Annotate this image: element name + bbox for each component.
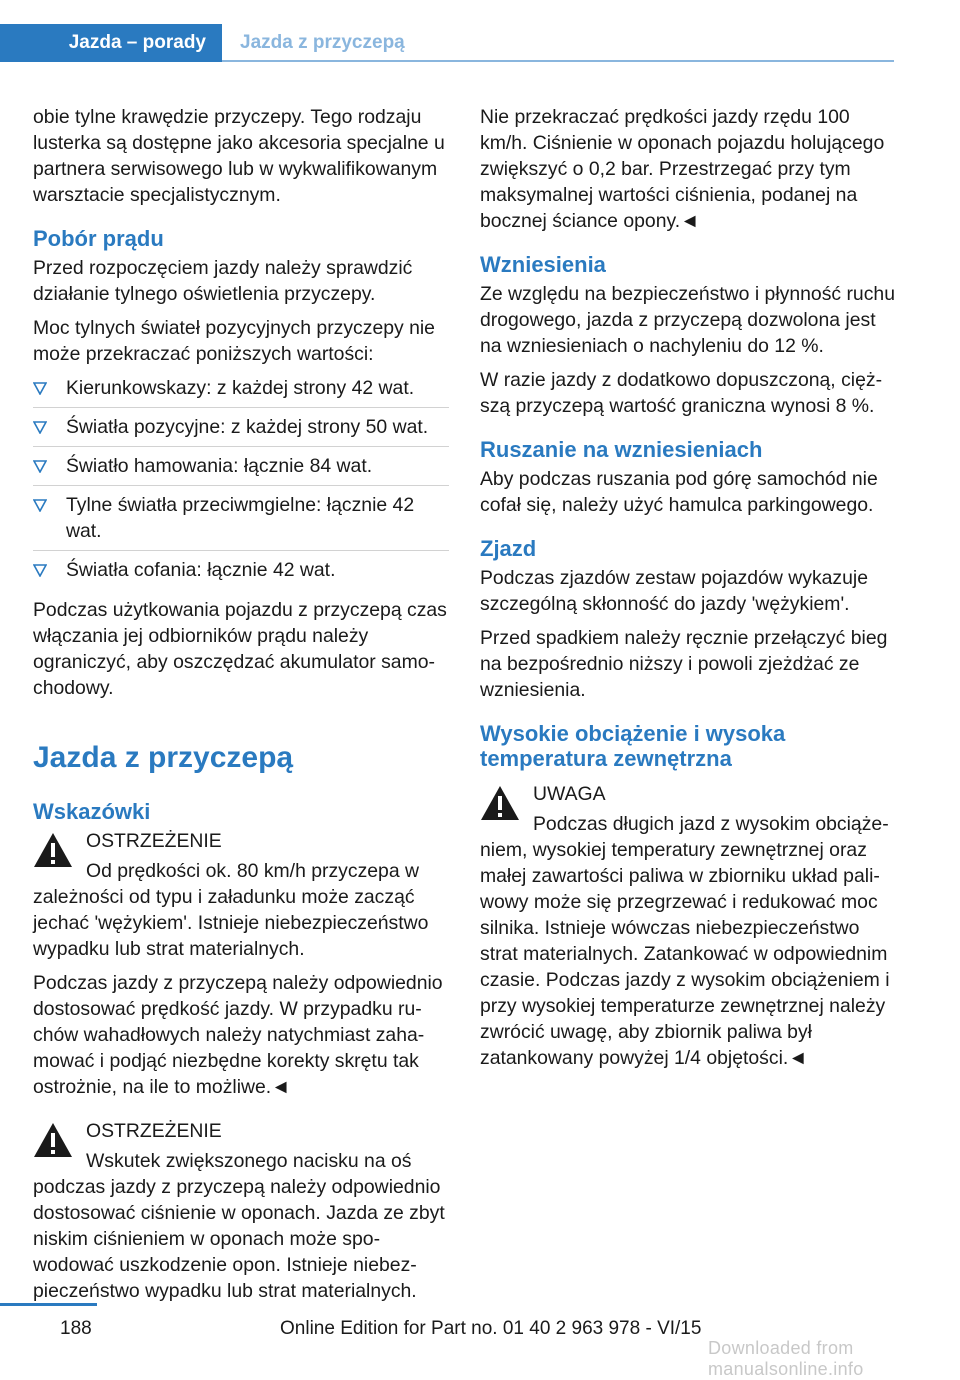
power-paragraph-1: Przed rozpoczęciem jazdy należy sprawdzić działanie tylnego oświetlenia przyczepy. — [33, 257, 413, 305]
power-limits-list — [33, 375, 449, 589]
triangle-bullet-icon — [33, 420, 47, 434]
list-item-label: Tylne światła przeciwmgielne: łącznie 42 wat. — [66, 494, 415, 542]
list-item-label: Światła cofania: łącznie 42 wat. — [66, 559, 336, 581]
section-tab: Jazda – porady — [0, 24, 222, 62]
triangle-bullet-icon — [33, 498, 47, 512]
descent-paragraph-1: Podczas zjazdów zestaw pojazdów wykazuje szczególną skłonność do jazdy 'wężykiem'. — [480, 567, 869, 615]
heading-start-off: Ruszanie na wzniesieniach — [480, 437, 763, 462]
right-column — [480, 104, 896, 1079]
heading-heat: Wysokie obciążenie i wysoka temperatura zewnętrzna — [480, 721, 786, 771]
left-column — [33, 104, 449, 1312]
caution-label: UWAGA — [533, 783, 606, 805]
edition-label: Online Edition for Part no. 01 40 2 963 978 - VI/15 — [280, 1318, 702, 1339]
list-item-label: Światła pozycyjne: z każdej strony 50 wat. — [66, 416, 429, 438]
list-item-label: Kierunkowskazy: z każdej strony 42 wat. — [66, 377, 415, 399]
list-item — [33, 557, 449, 589]
warning-text — [33, 1148, 449, 1304]
list-item — [33, 414, 449, 447]
caution-text — [480, 811, 896, 1071]
warning-icon — [33, 832, 73, 868]
inclines-paragraph-1: Ze względu na bezpieczeństwo i płynność ruchu drogowego, jazda z przyczepą dozwolona jest na wzniesieniach o nachyleniu do 12 %. — [480, 283, 895, 357]
warning-text-content: Wskutek zwiększonego nacisku na oś podczas jazdy z przyczepą należy odpowiednio dostosować ciśnienie w oponach. Jazda ze zbyt niskim ciśnieniem w oponach może spowodować uszkodzenie opon. Istnieje niebezpieczeństwo wypadku lub strat materialnych. — [33, 1150, 445, 1302]
heading-inclines: Wzniesienia — [480, 252, 606, 277]
heading-power: Pobór prądu — [33, 226, 164, 251]
warning-label: OSTRZEŻENIE — [86, 1120, 222, 1142]
warning-text-content: Od prędkości ok. 80 km/h przyczepa w zależności od typu i załadunku może zacząć jechać 'wężykiem'. Istnieje niebezpieczeństwo wypadku lub strat materialnych. — [33, 860, 429, 960]
triangle-bullet-icon — [33, 459, 47, 473]
page-header — [0, 0, 960, 64]
page-title: Jazda z przyczepą — [33, 741, 294, 774]
chapter-tab: Jazda z przyczepą — [240, 32, 405, 53]
list-item — [33, 375, 449, 408]
warning-label: OSTRZEŻENIE — [86, 830, 222, 852]
triangle-bullet-icon — [33, 563, 47, 577]
watermark: Downloaded from manualsonline.info — [708, 1338, 864, 1379]
warning-block-2 — [33, 1118, 449, 1304]
triangle-bullet-icon — [33, 381, 47, 395]
warning-text — [33, 858, 449, 962]
power-paragraph-2: Moc tylnych świateł pozycyjnych przyczepy nie może przekraczać poniższych wartości: — [33, 317, 435, 365]
list-item — [33, 492, 449, 551]
descent-paragraph-2: Przed spadkiem należy ręcznie przełączyć bieg na bezpośrednio niższy i powoli zjeżdżać ze wzniesienia. — [480, 627, 888, 701]
warning-block-1 — [33, 828, 449, 1100]
inclines-paragraph-2: W razie jazdy z dodatkowo dopuszczoną, cięższą przyczepą wartość graniczna wynosi 8 %. — [480, 369, 883, 417]
heading-descent: Zjazd — [480, 536, 537, 561]
heading-hints: Wskazówki — [33, 799, 151, 824]
speed-paragraph: Nie przekraczać prędkości jazdy rzędu 100 km/h. Ciśnienie w oponach pojazdu holującego zwiększyć o 0,2 bar. Przestrzegać przy tym maksymalnej wartości ciśnienia, podanej na bocznej ściance opony.◄ — [480, 106, 885, 232]
warning-paragraph-2: Podczas jazdy z przyczepą należy odpowiednio dostosować prędkość jazdy. W przypadku ruchów wahadłowych należy natychmiast zahamować i podjąć niezbędne korekty skrętu tak ostrożnie, na ile to możliwe.◄ — [33, 972, 443, 1098]
start-off-paragraph: Aby podczas ruszania pod górę samochód nie cofał się, należy użyć hamulca parkingowego. — [480, 468, 878, 516]
warning-icon — [33, 1122, 73, 1158]
header-divider — [222, 60, 894, 62]
caution-block — [480, 781, 896, 1071]
intro-paragraph: obie tylne krawędzie przyczepy. Tego rodzaju lusterka są dostępne jako akcesoria specjalne u partnera serwisowego lub w wykwalifikowanym warsztacie specjalistycznym. — [33, 106, 445, 206]
list-item-label: Światło hamowania: łącznie 84 wat. — [66, 455, 373, 477]
footer-divider — [0, 1303, 97, 1306]
page-number: 188 — [60, 1318, 92, 1339]
list-item — [33, 453, 449, 486]
caution-text-content: Podczas długich jazd z wysokim obciążeniem, wysokiej temperatury zewnętrznej oraz małej zawartości paliwa w zbiorniku układ paliwowy może się przegrzewać i redukować moc silnika. Istnieje wówczas niebezpieczeństwo strat materialnych. Zatankować w odpowiednim czasie. Podczas jazdy z wysokim obciążeniem i przy wysokiej temperaturze zewnętrznej należy zwrócić uwagę, aby zbiornik paliwa był zatankowany powyżej 1/4 objętości.◄ — [480, 813, 890, 1069]
power-paragraph-3: Podczas użytkowania pojazdu z przyczepą czas włączania jej odbiorników prądu należy ograniczyć, aby oszczędzać akumulator samochodowy. — [33, 599, 447, 699]
caution-icon — [480, 785, 520, 821]
